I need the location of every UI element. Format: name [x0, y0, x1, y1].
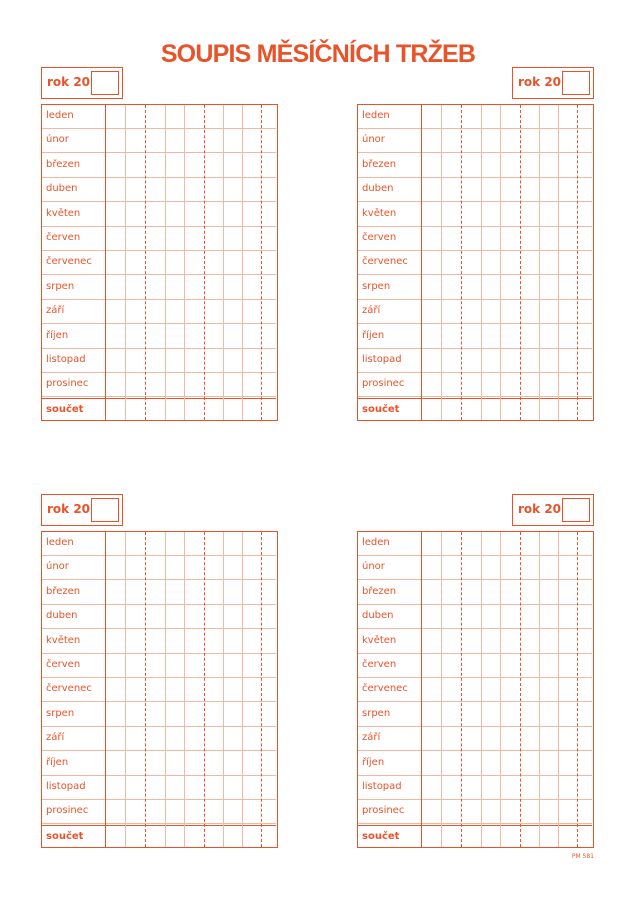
grid-line: [558, 105, 559, 420]
month-row: [358, 349, 592, 373]
month-label: leden: [46, 537, 74, 548]
month-label: květen: [362, 634, 397, 646]
year-input[interactable]: [91, 71, 119, 95]
month-label: červenec: [46, 683, 92, 695]
month-row: [358, 325, 592, 349]
month-row: [358, 129, 592, 153]
amount-cell[interactable]: [421, 227, 592, 250]
form-code: PM 581: [571, 853, 594, 860]
sum-label: součet: [362, 830, 400, 842]
month-row: [358, 300, 592, 324]
year-box: [41, 67, 123, 99]
month-row: [358, 373, 592, 397]
month-label: září: [362, 305, 381, 317]
amount-cell[interactable]: [105, 251, 276, 274]
month-row: [358, 581, 592, 605]
amount-cell[interactable]: [421, 203, 592, 226]
sum-row: [42, 398, 276, 422]
month-label: únor: [46, 134, 69, 146]
month-row: [42, 349, 276, 373]
month-row: [42, 227, 276, 251]
amount-cell[interactable]: [421, 129, 592, 152]
month-label: červenec: [362, 683, 408, 695]
month-row: [358, 654, 592, 678]
month-label: červen: [46, 659, 81, 670]
amount-cell[interactable]: [105, 203, 276, 226]
month-row: [358, 556, 592, 580]
month-row: [42, 325, 276, 349]
amount-cell[interactable]: [105, 325, 276, 348]
amount-cell[interactable]: [421, 678, 592, 701]
month-row: [42, 800, 276, 824]
month-label: prosinec: [46, 378, 89, 390]
amount-cell[interactable]: [105, 703, 276, 726]
amount-cell[interactable]: [421, 300, 592, 323]
month-label: srpen: [362, 280, 391, 292]
amount-cell[interactable]: [421, 276, 592, 299]
month-label: prosinec: [362, 378, 405, 390]
amount-cell[interactable]: [105, 556, 276, 579]
digit-separator-line: [577, 105, 578, 420]
grid-line: [500, 532, 501, 847]
year-input[interactable]: [91, 498, 119, 522]
amount-cell[interactable]: [421, 727, 592, 750]
grid-line: [184, 105, 185, 420]
year-label: rok 20: [518, 75, 562, 89]
digit-separator-line: [261, 532, 262, 847]
month-label: červenec: [362, 256, 408, 268]
amount-cell[interactable]: [421, 703, 592, 726]
month-label: březen: [46, 158, 81, 170]
digit-separator-line: [204, 105, 205, 420]
month-label: březen: [362, 158, 397, 170]
amount-cell[interactable]: [421, 154, 592, 177]
month-label: květen: [46, 634, 81, 646]
amount-cell[interactable]: [421, 349, 592, 372]
digit-separator-line: [461, 532, 462, 847]
month-label: říjen: [46, 756, 69, 768]
grid-line: [421, 105, 422, 420]
sum-label: součet: [362, 403, 400, 415]
month-row: [42, 178, 276, 202]
sum-row: [358, 398, 592, 422]
month-row: [42, 654, 276, 678]
month-row: [358, 630, 592, 654]
amount-cell[interactable]: [105, 399, 276, 422]
grid-line: [165, 105, 166, 420]
grid-line: [539, 105, 540, 420]
sum-row: [42, 825, 276, 849]
month-label: březen: [46, 585, 81, 597]
month-label: prosinec: [362, 805, 405, 817]
grid-line: [500, 105, 501, 420]
amount-cell[interactable]: [105, 349, 276, 372]
month-label: leden: [362, 537, 390, 548]
month-label: únor: [362, 134, 385, 146]
amount-cell[interactable]: [105, 800, 276, 823]
year-input[interactable]: [562, 71, 590, 95]
month-row: [358, 276, 592, 300]
month-label: duben: [46, 183, 78, 195]
amount-cell[interactable]: [421, 399, 592, 422]
month-row: [358, 776, 592, 800]
month-row: [42, 727, 276, 751]
year-label: rok 20: [518, 502, 562, 516]
grid-line: [539, 532, 540, 847]
grid-line: [165, 532, 166, 847]
month-row: [42, 776, 276, 800]
month-label: duben: [46, 610, 78, 622]
month-row: [42, 105, 276, 129]
year-label: rok 20: [47, 502, 91, 516]
month-row: [42, 203, 276, 227]
month-row: [42, 581, 276, 605]
grid-line: [223, 532, 224, 847]
digit-separator-line: [520, 105, 521, 420]
amount-cell[interactable]: [421, 178, 592, 201]
month-label: září: [46, 305, 65, 317]
month-row: [42, 373, 276, 397]
month-label: červen: [46, 232, 81, 243]
amount-cell[interactable]: [421, 325, 592, 348]
month-label: listopad: [362, 354, 402, 365]
year-box: [41, 494, 123, 526]
month-row: [358, 154, 592, 178]
month-label: leden: [362, 110, 390, 121]
month-row: [42, 556, 276, 580]
amount-cell[interactable]: [421, 105, 592, 128]
amount-cell[interactable]: [105, 532, 276, 555]
year-input[interactable]: [562, 498, 590, 522]
month-label: listopad: [362, 781, 402, 792]
amount-cell[interactable]: [105, 276, 276, 299]
amount-cell[interactable]: [105, 581, 276, 604]
month-label: květen: [362, 207, 397, 219]
month-row: [358, 203, 592, 227]
month-row: [42, 605, 276, 629]
amount-cell[interactable]: [105, 752, 276, 775]
month-label: listopad: [46, 354, 86, 365]
amount-cell[interactable]: [421, 654, 592, 677]
grid-line: [242, 532, 243, 847]
month-label: březen: [362, 585, 397, 597]
amount-cell[interactable]: [105, 300, 276, 323]
month-label: únor: [362, 561, 385, 573]
month-row: [42, 154, 276, 178]
digit-separator-line: [145, 532, 146, 847]
grid-line: [223, 105, 224, 420]
month-row: [42, 630, 276, 654]
grid-line: [441, 105, 442, 420]
month-label: duben: [362, 183, 394, 195]
month-row: [42, 678, 276, 702]
grid-line: [105, 105, 106, 420]
amount-cell[interactable]: [421, 251, 592, 274]
month-label: říjen: [362, 756, 385, 768]
amount-cell[interactable]: [421, 532, 592, 555]
grid-line: [441, 532, 442, 847]
month-label: srpen: [46, 707, 75, 719]
month-label: říjen: [46, 329, 69, 341]
amount-cell[interactable]: [105, 826, 276, 849]
month-label: srpen: [362, 707, 391, 719]
month-row: [358, 251, 592, 275]
month-row: [358, 532, 592, 556]
amount-cell[interactable]: [421, 752, 592, 775]
month-label: srpen: [46, 280, 75, 292]
month-row: [358, 605, 592, 629]
amount-cell[interactable]: [105, 227, 276, 250]
month-label: říjen: [362, 329, 385, 341]
month-row: [358, 727, 592, 751]
sum-label: součet: [46, 403, 84, 415]
month-row: [358, 752, 592, 776]
digit-separator-line: [204, 532, 205, 847]
month-label: září: [46, 732, 65, 744]
digit-separator-line: [577, 532, 578, 847]
amount-cell[interactable]: [105, 776, 276, 799]
amount-cell[interactable]: [421, 581, 592, 604]
month-label: červen: [362, 232, 397, 243]
amount-cell[interactable]: [105, 105, 276, 128]
monthly-grid: [357, 104, 594, 421]
digit-separator-line: [461, 105, 462, 420]
grid-line: [421, 532, 422, 847]
sum-label: součet: [46, 830, 84, 842]
grid-line: [481, 105, 482, 420]
page-title: SOUPIS MĚSÍČNÍCH TRŽEB: [160, 40, 476, 68]
month-label: duben: [362, 610, 394, 622]
month-row: [358, 227, 592, 251]
amount-cell[interactable]: [105, 154, 276, 177]
year-box: [512, 67, 594, 99]
month-label: listopad: [46, 781, 86, 792]
grid-line: [105, 532, 106, 847]
month-label: červenec: [46, 256, 92, 268]
month-row: [42, 129, 276, 153]
grid-line: [242, 105, 243, 420]
month-label: červen: [362, 659, 397, 670]
year-box: [512, 494, 594, 526]
digit-separator-line: [145, 105, 146, 420]
amount-cell[interactable]: [421, 630, 592, 653]
grid-line: [125, 532, 126, 847]
amount-cell[interactable]: [105, 727, 276, 750]
month-label: únor: [46, 561, 69, 573]
year-label: rok 20: [47, 75, 91, 89]
grid-line: [125, 105, 126, 420]
amount-cell[interactable]: [421, 605, 592, 628]
month-row: [42, 752, 276, 776]
month-row: [358, 105, 592, 129]
digit-separator-line: [520, 532, 521, 847]
digit-separator-line: [261, 105, 262, 420]
monthly-grid: [357, 531, 594, 848]
amount-cell[interactable]: [421, 556, 592, 579]
month-row: [42, 300, 276, 324]
month-label: prosinec: [46, 805, 89, 817]
monthly-grid: [41, 104, 278, 421]
grid-line: [558, 532, 559, 847]
amount-cell[interactable]: [105, 605, 276, 628]
month-label: září: [362, 732, 381, 744]
month-row: [42, 276, 276, 300]
month-label: leden: [46, 110, 74, 121]
amount-cell[interactable]: [421, 373, 592, 396]
amount-cell[interactable]: [105, 129, 276, 152]
grid-line: [184, 532, 185, 847]
amount-cell[interactable]: [105, 678, 276, 701]
grid-line: [481, 532, 482, 847]
monthly-grid: [41, 531, 278, 848]
month-row: [358, 800, 592, 824]
month-row: [358, 678, 592, 702]
amount-cell[interactable]: [421, 800, 592, 823]
sum-row: [358, 825, 592, 849]
month-row: [358, 178, 592, 202]
amount-cell[interactable]: [105, 654, 276, 677]
month-row: [42, 251, 276, 275]
month-row: [42, 703, 276, 727]
amount-cell[interactable]: [421, 776, 592, 799]
amount-cell[interactable]: [105, 178, 276, 201]
month-row: [42, 532, 276, 556]
month-label: květen: [46, 207, 81, 219]
amount-cell[interactable]: [105, 373, 276, 396]
month-row: [358, 703, 592, 727]
amount-cell[interactable]: [421, 826, 592, 849]
amount-cell[interactable]: [105, 630, 276, 653]
